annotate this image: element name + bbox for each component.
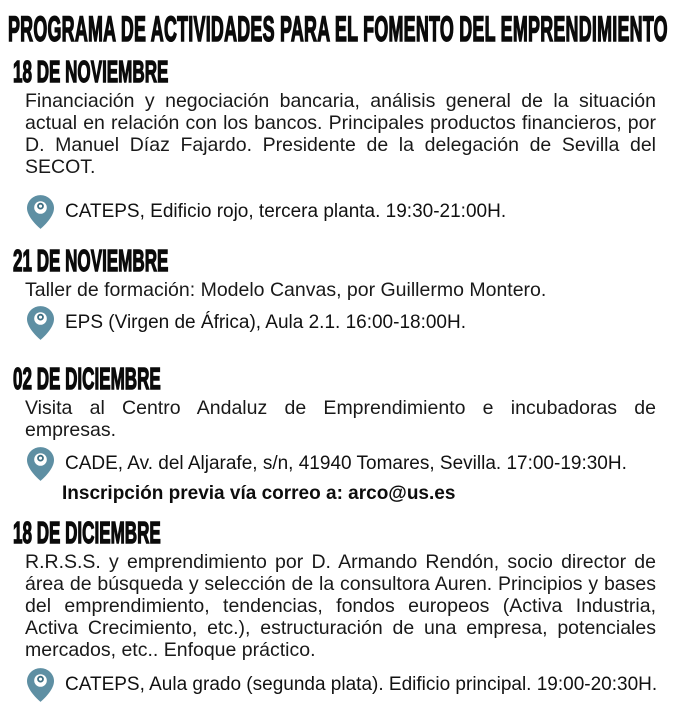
event-location-row [27, 306, 676, 340]
event-description: Visita al Centro Andaluz de Emprendimiento e incubadoras de empresas. [25, 397, 656, 441]
event-section-18-noviembre [0, 54, 676, 229]
event-location-row [27, 447, 676, 481]
event-date-heading: 18 DE NOVIEMBRE [13, 54, 169, 89]
map-pin-icon [27, 447, 54, 481]
event-location-row [27, 195, 676, 229]
map-pin-icon [27, 306, 54, 340]
event-program-poster [0, 12, 676, 720]
event-location: EPS (Virgen de África), Aula 2.1. 16:00-18:00H. [65, 312, 466, 333]
event-section-18-diciembre [0, 515, 676, 702]
event-date-heading: 02 DE DICIEMBRE [13, 361, 161, 396]
event-location: CATEPS, Aula grado (segunda plata). Edificio principal. 19:00-20:30H. [65, 674, 658, 695]
event-date-heading: 21 DE NOVIEMBRE [13, 243, 169, 278]
event-section-02-diciembre [0, 361, 676, 505]
map-pin-icon [27, 195, 54, 229]
event-description: Taller de formación: Modelo Canvas, por Guillermo Montero. [25, 279, 547, 301]
event-description: Financiación y negociación bancaria, análisis general de la situación actual en relación con los bancos. Principales productos financieros, por D. Manuel Díaz Fajardo. Presidente de la delegación de Sevilla del SECOT. [25, 90, 656, 178]
event-date-heading: 18 DE DICIEMBRE [13, 515, 161, 550]
page-title: PROGRAMA DE ACTIVIDADES PARA EL FOMENTO DEL EMPRENDIMIENTO [8, 10, 668, 49]
event-section-21-noviembre [0, 243, 676, 340]
event-location: CATEPS, Edificio rojo, tercera planta. 19:30-21:00H. [65, 201, 507, 222]
event-location-row [27, 668, 676, 702]
registration-note: Inscripción previa vía correo a: arco@us.es [62, 483, 456, 504]
event-location: CADE, Av. del Aljarafe, s/n, 41940 Tomares, Sevilla. 17:00-19:30H. [65, 453, 627, 474]
map-pin-icon [27, 668, 54, 702]
event-description: R.R.S.S. y emprendimiento por D. Armando Rendón, socio director de área de búsqueda y selección de la consultora Auren. Principios y bases del emprendimiento, tendencias, fondos europeos (Activa Industria, Activa Crecimiento, etc.), estructuración de una empresa, potenciales mercados, etc.. Enfoque práctico. [25, 551, 656, 661]
